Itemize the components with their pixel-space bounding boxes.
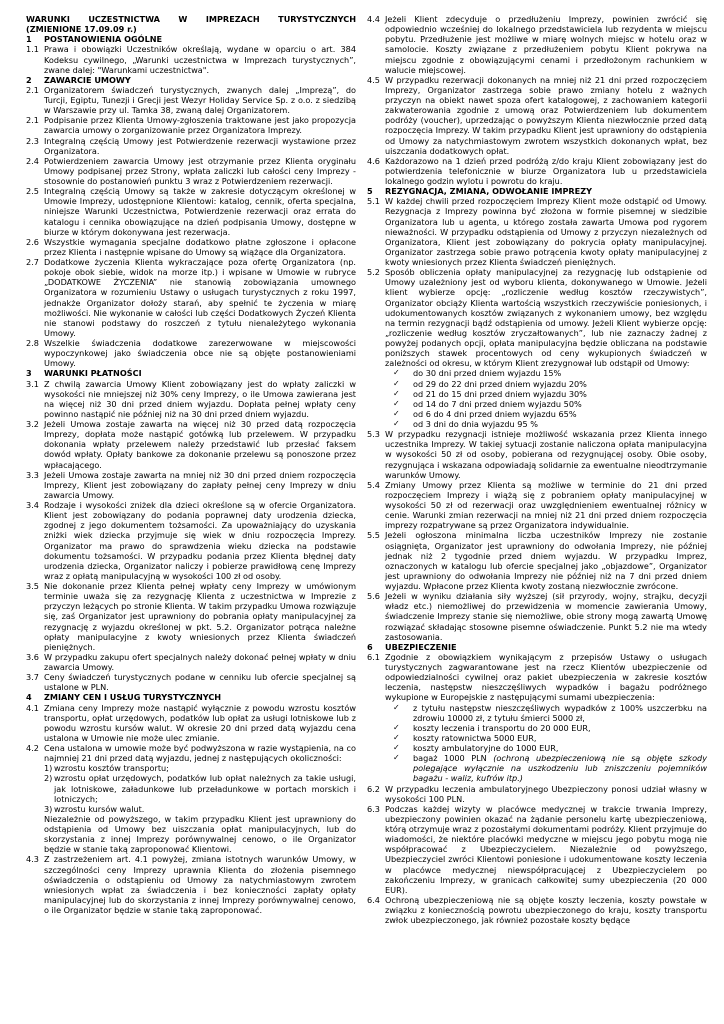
clause-4-2: 4.2 Cena ustalona w umowie może być podwyższona w razie wystąpienia, na co najmniej 21 dni przed datą wyjazdu, jednej z następujących okoliczności: xyxy=(26,743,356,764)
clause-5-1: 5.1 W każdej chwili przed rozpoczęciem Imprezy Klient może odstąpić od Umowy. Rezygnacja z Imprezy powinna być złożona w formie pisemnej w siedzibie Organizatora lub u agenta, u którego została zawarta Umowa pod rygorem nieważności. W przypadku odstąpienia od Umowy z przyczyn niezależnych od Organizatora, Klient jest zobowiązany do pokrycia opłaty manipulacyjnej. Organizator zastrzega sobie prawo potrącenia kwoty opłaty manipulacyjnej z kwoty wniesionych przez Klienta świadczeń pieniężnych. xyxy=(367,196,707,267)
list-item: 3) wzrostu kursów walut. xyxy=(44,803,145,814)
list-item: ✓ od 6 do 4 dni przed dniem wyjazdu 65% xyxy=(393,408,577,419)
clause-2-2: 2.1 Podpisanie przez Klienta Umowy-zgłoszenia traktowane jest jako propozycja zawarcia umowy o zorganizowanie przez Organizatora Imprezy. xyxy=(26,115,356,136)
list-item xyxy=(393,753,707,783)
document-title-line2: (ZMIENIONE 17.09.09 r.) xyxy=(26,24,137,35)
clause-3-5: 3.5 Nie dokonanie przez Klienta pełnej wpłaty ceny Imprezy w umówionym terminie uważa się za rezygnację Klienta z uczestnictwa w Imprezie z przyczyn leżących po stronie Klienta. W takim przypadku Umowa rozwiązuje się, zaś Organizator jest uprawniony do pobrania opłaty manipulacyjnej za rezygnację z wyjazdu określonej w pkt. 5.2. Organizator potrąca należne opłaty manipulacyjne z kwoty wniesionych przez Klienta świadczeń pieniężnych. xyxy=(26,581,356,652)
list-item: ✓ od 3 dni do dnia wyjazdu 95 % xyxy=(393,419,538,429)
section-heading-3: 3 WARUNKI PŁATNOŚCI xyxy=(26,368,142,379)
clause-3-7: 3.7 Ceny świadczeń turystycznych podane w cenniku lub ofercie specjalnej są ustalone w PLN. xyxy=(26,672,356,693)
checkmark-icon: ✓ xyxy=(393,753,400,763)
list-item: ✓ do 30 dni przed dniem wyjazdu 15% xyxy=(393,368,562,379)
checkmark-icon: ✓ xyxy=(393,743,400,752)
checkmark-icon: ✓ xyxy=(393,368,400,378)
clause-2-3: 2.3 Integralną częścią Umowy jest Potwierdzenie rezerwacji wystawione przez Organizatora. xyxy=(26,135,356,156)
clause-3-6: 3.6 W przypadku zakupu ofert specjalnych należy dokonać pełnej wpłaty w dniu zawarcia Umowy. xyxy=(26,651,356,672)
checkmark-icon: ✓ xyxy=(393,388,400,398)
clause-6-4: 6.4 Ochroną ubezpieczeniową nie są objęte koszty leczenia, koszty powstałe w związku z koniecznością powrotu ubezpieczonego do kraju, koszty transportu zwłok ubezpieczonego, jak również pozostałe koszty będące xyxy=(367,894,707,926)
list-item: ✓ koszty ambulatoryjne do 1000 EUR, xyxy=(393,743,559,753)
checkmark-icon: ✓ xyxy=(393,408,400,418)
list-item: ✓ od 29 do 22 dni przed dniem wyjazdu 20% xyxy=(393,378,587,389)
right-column xyxy=(367,14,707,925)
clause-4-2-note: Niezależnie od powyższego, w takim przypadku Klient jest uprawniony do odstąpienia od Umowy bez uiszczania opłat manipulacyjnych, lub do skorzystania z innej Imprezy porównywalnej cenowo, o ile Organizator będzie w stanie taką zaproponować Klientowi. xyxy=(44,813,356,855)
section-heading-2: 2 ZAWARCIE UMOWY xyxy=(26,74,131,85)
checkmark-icon: ✓ xyxy=(393,398,400,408)
list-item: ✓ koszty ratownictwa 5000 EUR, xyxy=(393,732,537,743)
list-item: ✓ koszty leczenia i transportu do 20 000 EUR, xyxy=(393,722,591,733)
clause-4-4: 4.4 Jeżeli Klient zdecyduje o przedłużeniu Imprezy, powinien zwrócić się odpowiednio wcześniej do lokalnego przedstawiciela lub rezydenta w miejscu pobytu. Przedłużenie jest możliwe w miarę wolnych miejsc w hotelu oraz w samolocie. Koszty związane z przedłużeniem pobytu Klient pokrywa na miejscu zgodnie z obowiązującymi cenami i przedłożonym rachunkiem w walucie miejscowej. xyxy=(367,14,707,75)
list-item: ✓ z tytułu następstw nieszczęśliwych wypadków z 100% uszczerbku na zdrowiu 10000 zł, z tytułu śmierci 5000 zł, xyxy=(393,702,707,723)
checkmark-icon: ✓ xyxy=(393,722,400,732)
list-item: 1) wzrostu kosztów transportu; xyxy=(44,763,169,774)
clause-4-3: 4.3 Z zastrzeżeniem art. 4.1 powyżej, zmiana istotnych warunków Umowy, w szczególności ceny Imprezy uprawnia Klienta do złożenia pisemnego oświadczenia o odstąpieniu od Umowy za natychmiastowym zwrotem wniesionych wpłat za świadczenia i bez konieczności zapłaty opłaty manipulacyjnej lub do skorzystania z innej Imprezy porównywalnej cenowo, o ile Organizator będzie w stanie taką zaproponować. xyxy=(26,854,356,915)
clause-3-2: 3.2 Jeżeli Umowa zostaje zawarta na więcej niż 30 przed datą rozpoczęcia Imprezy, dopłata może nastąpić gotówką lub przelewem. W przypadku dokonania wpłaty przelewem należy przedstawić lub przesłać faksem dowód wpłaty. Opłaty bankowe za dokonanie przelewu są ponoszone przez wpłacającego. xyxy=(26,419,356,470)
clause-2-6: 2.6 Wszystkie wymagania specjalne dodatkowo płatne zgłoszone i opłacone przez Klienta i następnie wpisane do Umowy są wiążące dla Organizatora. xyxy=(26,236,356,257)
left-column xyxy=(26,14,356,915)
clause-2-8: 2.8 Wszelkie świadczenia dodatkowe zarezerwowane w miejscowości wypoczynkowej jako świadczenia obce nie są objęte postanowieniami Umowy. xyxy=(26,338,356,369)
checkmark-icon: ✓ xyxy=(393,702,400,712)
checkmark-icon: ✓ xyxy=(393,732,400,742)
clause-4-5: 4.5 W przypadku rezerwacji dokonanych na mniej niż 21 dni przed rozpoczęciem Imprezy, Organizator zastrzega sobie prawo zmiany hotelu z ważnych przyczyn na obiekt nawet spoza ofert katalogowej, z zachowaniem kategorii zakwaterowania zgodnie z umową oraz Potwierdzeniem lub dokumentem podróży (voucher), uprzedzając o powyższym Klienta niezwłocznie przed datą rozpoczęcia Imprezy. W takim przypadku Klient jest uprawniony do odstąpienia od Umowy za natychmiastowym zwrotem wszystkich dokonanych wpłat, bez uiszczania dodatkowych opłat. xyxy=(367,74,707,156)
baggage-limit: bagaż 1000 PLN xyxy=(413,753,487,764)
section-heading-1: 1 POSTANOWIENIA OGÓLNE xyxy=(26,34,163,45)
list-item: ✓ od 21 do 15 dni przed dniem wyjazdu 30% xyxy=(393,388,587,399)
list-item: 2) wzrostu opłat urzędowych, podatków lub opłat należnych za takie usługi, jak lotniskowe, załadunkowe lub przeładunkowe w portach morskich i lotniczych; xyxy=(44,773,356,804)
clause-5-4: 5.4 Zmiany Umowy przez Klienta są możliwe w terminie do 21 dni przed rozpoczęciem Imprezy i wiążą się z pobraniem opłaty manipulacyjnej w wysokości 50 zł od rezerwacji oraz uwzględnieniem ewentualnej różnicy w cenie. Warunki zmian rezerwacji na mniej niż 21 dni przed dniem rozpoczęcia imprezy rozpatrywane są przez Organizatora indywidualnie. xyxy=(367,479,707,531)
clause-4-6: 4.6 Każdorazowo na 1 dzień przed podróżą z/do kraju Klient zobowiązany jest do potwierdzenia telefonicznie w biurze Organizatora lub u przedstawiciela lokalnego godzin wylotu i powrotu do kraju. xyxy=(367,155,707,186)
clause-2-7: 2.7 Dodatkowe życzenia Klienta wykraczające poza ofertę Organizatora (np. pokoje obok siebie, widok na morze itp.) i wpisane w Umowie w rubryce „DODATKOWE ŻYCZENIA” nie stanowią zobowiązania umownego Organizatora w rozumieniu Ustawy o usługach turystycznych z roku 1997, jednakże Organizator dołoży starań, aby spełnić te życzenia w miarę możliwości. Nie wykonanie w całości lub części Dodatkowych Życzeń Klienta nie stanowi podstawy do roszczeń z tytułu nienależytego wykonania Umowy. xyxy=(26,257,356,338)
section-heading-4: 4 ZMIANY CEN I USŁUG TURYSTYCZNYCH xyxy=(26,692,222,703)
clause-6-1: 6.1 Zgodnie z obowiązkiem wynikającym z przepisów Ustawy o usługach turystycznych zagwarantowane jest na rzecz Klientów ubezpieczenie od odpowiedzialności cywilnej oraz pakiet ubezpieczenia w zakresie kosztów leczenia, następstw nieszczęśliwych wypadków i bagażu podróżnego wykupione w Europejskie z następującymi sumami ubezpieczenia: xyxy=(367,651,707,703)
clause-1-1: 1.1 Prawa i obowiązki Uczestników określają, wydane w oparciu o art. 384 Kodeksu cywilnego, „Warunki uczestnictwa w Imprezach turystycznych”, zwane dalej: "Warunkami uczestnictwa". xyxy=(26,44,356,75)
clause-3-4: 3.4 Rodzaje i wysokości zniżek dla dzieci określone są w ofercie Organizatora. Klient jest zobowiązany do podania poprawnej daty urodzenia dziecka, zgodnej z jego dokumentem tożsamości. Za upoważniający do uzyskania zniżki wiek dziecka przyjmuje się wiek w dniu rozpoczęcia Imprezy. Organizator ma prawo do sprawdzenia wieku dziecka na podstawie dokumentu tożsamości. W przypadku podania przez Klienta błędnej daty urodzenia dziecka, Organizator naliczy i pobierze prawidłową cenę Imprezy wraz z opłatą manipulacyjną w wysokości 100 zł od osoby. xyxy=(26,500,356,581)
clause-3-1: 3.1 Z chwilą zawarcia Umowy Klient zobowiązany jest do wpłaty zaliczki w wysokości nie mniejszej niż 30% ceny Imprezy, o ile Umowa zawierana jest na więcej niż 30 dni przed dniem wyjazdu. Dopłata pełnej wpłaty ceny powinno nastąpić nie później niż na 30 dni przed dniem wyjazdu. xyxy=(26,378,356,419)
clause-2-4: 2.4 Potwierdzeniem zawarcia Umowy jest otrzymanie przez Klienta oryginału Umowy podpisanej przez Strony, wpłata zaliczki lub całości ceny Imprezy - stosownie do postanowień punktu 3 wraz z Potwierdzeniem rezerwacji. xyxy=(26,155,356,186)
clause-5-3: 5.3 W przypadku rezygnacji istnieje możliwość wskazania przez Klienta innego uczestnika Imprezy. W takiej sytuacji zostanie naliczona opłata manipulacyjna w wysokości 50 zł od osoby, pobierana od rezygnującej osoby. Obie osoby, rezygnująca i wskazana odpowiadają solidarnie za ewentualne nieodtrzymanie warunków Umowy. xyxy=(367,429,707,480)
clause-5-2: 5.2 Sposób obliczenia opłaty manipulacyjnej za rezygnację lub odstąpienie od Umowy uzależniony jest od wyboru klienta, dokonywanego w Umowie. Jeżeli klient wybierze opcję: „rozliczenie według kosztów rzeczywistych”, Organizator obciąży Klienta wartością wszystkich rzeczywiście poniesionych, i udokumentowanych kosztów związanych z wykonaniem umowy, bez względu na termin rezygnacji bądź odstąpienia od umowy. Jeżeli Klient wybierze opcję: „rozliczenie według kosztów zryczałtowanych”, lub nie zaznaczy żadnej z powyżej podanych opcji, opłata manipulacyjna będzie obliczana na podstawie poniższych stawek procentowych od ceny wykupionych świadczeń w zależności od okresu, w którym Klient zrezygnował lub odstąpił od Umowy: xyxy=(367,267,707,369)
checkmark-icon: ✓ xyxy=(393,419,400,428)
clause-6-2: 6.2 W przypadku leczenia ambulatoryjnego Ubezpieczony ponosi udział własny w wysokości 100 PLN. xyxy=(367,783,707,804)
section-heading-6: 6 UBEZPIECZENIE xyxy=(367,641,457,652)
clause-6-3: 6.3 Podczas każdej wizyty w placówce medycznej w trakcie trwania Imprezy, ubezpieczony powinien okazać na żądanie personelu kartę ubezpieczeniową, którą otrzymuje wraz z pozostałymi dokumentami podróży. Klient przyjmuje do wiadomości, że niektóre placówki medyczne w miejscu jego pobytu mogą nie współpracować z Ubezpieczycielem. Niezależnie od powyższego, Ubezpieczyciel zwróci Klientowi poniesione i udokumentowane koszty leczenia w placówce medycznej niewspółpracującej z Ubezpieczycielem po zakończeniu Imprezy, w granicach całkowitej sumy ubezpieczenia (20 000 EUR). xyxy=(367,803,707,895)
section-heading-5: 5 REZYGNACJA, ZMIANA, ODWOŁANIE IMPREZY xyxy=(367,186,592,197)
clause-3-3: 3.3 Jeżeli Umowa zostaje zawarta na mniej niż 30 dni przed dniem rozpoczęcia Imprezy, Klient jest zobowiązany do zapłaty pełnej ceny Imprezy w dniu zawarcia Umowy. xyxy=(26,469,356,500)
clause-2-1: 2.1 Organizatorem świadczeń turystycznych, zwanych dalej „Imprezą”, do Turcji, Egiptu, Tunezji i Grecji jest Wezyr Holiday Service Sp. z o.o. z siedzibą w Warszawie przy ul. Tamka 38, zwaną dalej Organizatorem. xyxy=(26,84,356,116)
clause-4-1: 4.1 Zmiana ceny Imprezy może nastąpić wyłącznie z powodu wzrostu kosztów transportu, opłat urzędowych, podatków lub opłat za usługi lotniskowe lub z powodu wzrostu kursów walut. W okresie 20 dni przed datą wyjazdu cena ustalona w Umowie nie może ulec zmianie. xyxy=(26,702,356,743)
baggage-exclusion-note: (ochroną ubezpieczeniową nie są objęte szkody polegające wyłącznie na uszkodzeniu lub zniszczeniu pojemników bagażu - waliz, kufrów itp.) xyxy=(413,753,708,784)
clause-5-6: 5.6 Jeżeli w wyniku działania siły wyższej (sił przyrody, wojny, strajku, decyzji władz etc.) niemożliwej do przewidzenia w momencie zawierania Umowy, świadczenie Imprezy stanie się niemożliwe, obie strony mogą zawartą Umowę rozwiązać składając stosowne pisemne oświadczenie. Punkt 5.2 nie ma wtedy zastosowania. xyxy=(367,591,707,642)
clause-2-5: 2.5 Integralną częścią Umowy są także w zakresie dotyczącym określonej w Umowie Imprezy, udostępnione Klientowi: katalog, cennik, oferta specjalna, niniejsze Warunki Uczestnictwa, Potwierdzenie rezerwacji oraz errata do katalogu i cennika obowiązujące na dzień podpisania Umowy, dostępne w biurze w którym dokonywana jest rezerwacja. xyxy=(26,186,356,237)
checkmark-icon: ✓ xyxy=(393,378,400,388)
list-item: ✓ od 14 do 7 dni przed dniem wyjazdu 50% xyxy=(393,398,582,409)
clause-5-5: 5.5 Jeżeli ogłoszona minimalna liczba uczestników Imprezy nie zostanie osiągnięta, Organizator jest uprawniony do odwołania Imprezy, nie później jednak niż 2 tygodnie przed dniem wyjazdu. W przypadku Imprez, oznaczonych w katalogu lub ofercie specjalnej jako „objazdowe”, Organizator jest uprawniony do odwołania Imprezy nie później niż na 7 dni przed dniem wyjazdu. Wpłacone przez Klienta kwoty zostaną niezwłocznie zwrócone. xyxy=(367,530,707,591)
document-title-line1: WARUNKI UCZESTNICTWA W IMPREZACH TURYSTYCZNYCH xyxy=(26,14,356,24)
